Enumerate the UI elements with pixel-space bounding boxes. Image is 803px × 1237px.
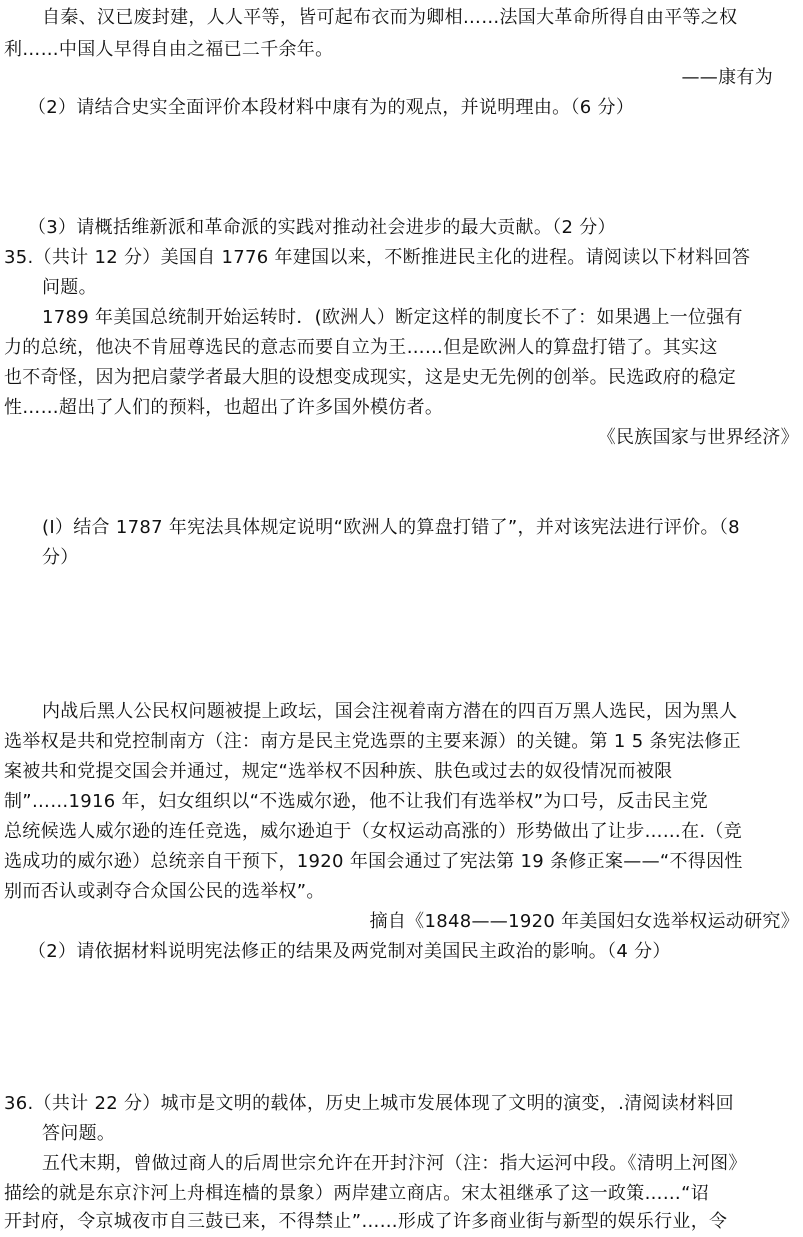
q36-material-line-2: 描绘的就是东京汴河上舟楫连樯的景象）两岸建立商店。宋太祖继承了这一政策……“诏 xyxy=(4,1183,710,1204)
q35-sub1-line-2: 分） xyxy=(42,547,79,568)
q35-header-line-2: 问题。 xyxy=(42,277,97,298)
q35-material2-line-5: 总统候选人威尔逊的连任竞选，威尔逊迫于（女权运动高涨的）形势做出了让步……在.（竞 xyxy=(4,821,743,842)
q35-material1-line-2: 力的总统，他决不肯屈尊选民的意志而要自立为王……但是欧洲人的算盘打错了。其实这 xyxy=(4,337,718,358)
q35-material1-line-4: 性……超出了人们的预料，也超出了许多国外模仿者。 xyxy=(4,397,444,418)
q35-material1-line-3: 也不奇怪，因为把启蒙学者最大胆的设想变成现实，这是史无先例的创举。民选政府的稳定 xyxy=(4,367,736,388)
intro-line-2: 利……中国人早得自由之福已二千余年。 xyxy=(4,39,334,60)
q35-material2-line-4: 制”……1916 年，妇女组织以“不选威尔逊，他不让我们有选举权”为口号，反击民主党 xyxy=(4,791,709,812)
q35-sub2: （2）请依据材料说明宪法修正的结果及两党制对美国民主政治的影响。（4 分） xyxy=(28,941,671,962)
q35-material2-line-6: 选成功的威尔逊）总统亲自干预下，1920 年国会通过了宪法第 19 条修正案——“不得因性 xyxy=(4,851,743,872)
q36-material-line-1: 五代末期，曾做过商人的后周世宗允许在开封汴河（注：指大运河中段。《清明上河图》 xyxy=(42,1153,747,1174)
q35-source2: 摘自《1848——1920 年美国妇女选举权运动研究》 xyxy=(369,911,799,932)
intro-line-1: 自秦、汉已废封建，人人平等，皆可起布衣而为卿相……法国大革命所得自由平等之权 xyxy=(42,7,738,28)
q36-header-line-1: 36.（共计 22 分）城市是文明的载体，历史上城市发展体现了文明的演变，.清阅读材料回 xyxy=(4,1093,734,1114)
q35-material2-line-1: 内战后黑人公民权问题被提上政坛，国会注视着南方潜在的四百万黑人选民，因为黑人 xyxy=(42,701,738,722)
q36-header-line-2: 答问题。 xyxy=(42,1123,116,1144)
intro-attribution: ——康有为 xyxy=(681,67,773,88)
q35-material1-line-1: 1789 年美国总统制开始运转时．(欧洲人）断定这样的制度长不了：如果遇上一位强有 xyxy=(42,307,743,328)
q35-material2-line-3: 案被共和党提交国会并通过，规定“选举权不因种族、肤色或过去的奴役情况而被限 xyxy=(4,761,673,782)
q35-material2-line-7: 别而否认或剥夺合众国公民的选举权”。 xyxy=(4,881,325,902)
q35-header-line-1: 35.（共计 12 分）美国自 1776 年建国以来，不断推进民主化的进程。请阅读以下材料回答 xyxy=(4,247,751,268)
q34-sub3: （3）请概括维新派和革命派的实践对推动社会进步的最大贡献。（2 分） xyxy=(28,217,616,238)
q35-material2-line-2: 选举权是共和党控制南方（注：南方是民主党选票的主要来源）的关键。第 1 5 条宪法修正 xyxy=(4,731,741,752)
q34-sub2: （2）请结合史实全面评价本段材料中康有为的观点，并说明理由。（6 分） xyxy=(28,97,635,118)
q35-source1: 《民族国家与世界经济》 xyxy=(597,427,799,448)
q35-sub1-line-1: (I）结合 1787 年宪法具体规定说明“欧洲人的算盘打错了”，并对该宪法进行评价。（8 xyxy=(42,517,740,538)
q36-material-line-3: 开封府，令京城夜市自三鼓已来，不得禁止”……形成了许多商业街与新型的娱乐行业，令 xyxy=(4,1211,728,1232)
